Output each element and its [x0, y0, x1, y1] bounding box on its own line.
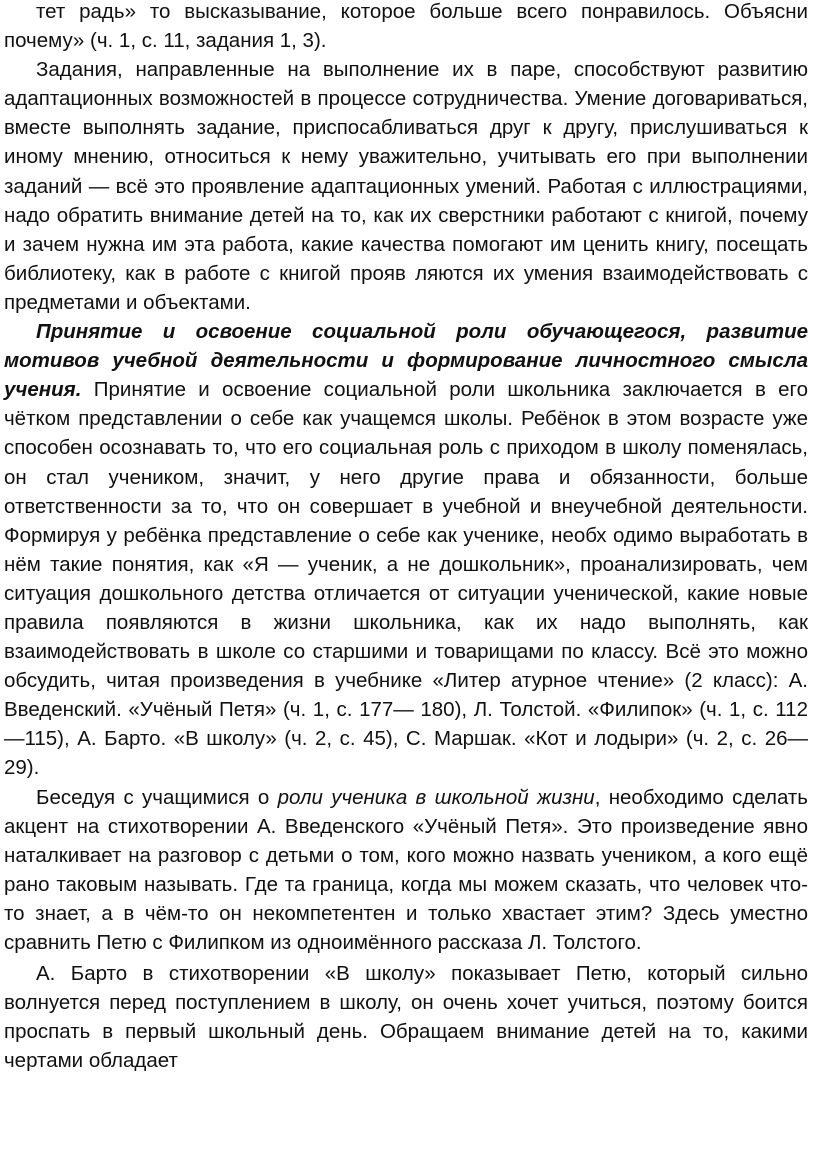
paragraph-1-text: тет радь» то высказывание, которое больше всего понравилось. Объясни почему» (ч. 1, с. 11, задания 1, 3). [4, 0, 808, 53]
paragraph-4-after: , необходимо сделать акцент на стихотворении А. Введенского «Учёный Петя». Это произведение явно наталкивает на разговор с детьми о том, кого можно назвать учеником, а кого ещё рано таковым называть. Где та граница, когда мы можем сказать, что человек что-то знает, а в чём-то он некомпетентен и только хвастает этим? Здесь уместно сравнить Петю с Филипком из одноимённого рассказа Л. Толстого. [4, 785, 808, 954]
paragraph-2 [4, 55, 808, 317]
paragraph-3-text: Принятие и освоение социальной роли школьника заключается в его чётком представлении о себе как учащемся школы. Ребёнок в этом возрасте уже способен осознавать то, что его социальная роль с приходом в школу поменялась, он стал учеником, значит, у него другие права и обязанности, больше ответственности за то, что он совершает в учебной и внеучебной деятельности. Формируя у ребёнка представление о себе как ученике, необх одимо выработать в нём такие понятия, как «Я — ученик, а не дошкольник», проанализировать, чем ситуация дошкольного детства отличается от ситуации ученической, какие новые правила появляются в жизни школьника, как их надо выполнять, как взаимодействовать в школе со старшими и товарищами по классу. Всё это можно обсудить, читая произведения в учебнике «Литер атурное чтение» (2 класс): А. Введенский. «Учёный Петя» (ч. 1, с. 177— 180), Л. Толстой. «Филипок» (ч. 1, с. 112—115), А. Барто. «В школу» (ч. 2, с. 45), С. Маршак. «Кот и лодыри» (ч. 2, с. 26—29). [4, 378, 808, 780]
section-heading: Принятие и освоение социальной роли обучающегося, развитие мотивов учебной деятельности и формирование личностного смысла учения. [4, 320, 808, 402]
paragraph-4 [4, 783, 808, 958]
paragraph-4-before: Беседуя с учащимися о [36, 785, 278, 809]
paragraph-5-text: А. Барто в стихотворении «В школу» показывает Петю, который сильно волнуется перед поступлением в школу, он очень хочет учиться, поэтому боится проспать в первый школьный день. Обращаем внимание детей на то, какими чертами обладает [4, 962, 808, 1073]
paragraph-5 [4, 959, 808, 1075]
paragraph-1 [4, 0, 808, 55]
paragraph-3 [4, 317, 808, 783]
paragraph-4-emphasis: роли ученика в школьной жизни [277, 785, 595, 809]
paragraph-2-text: Задания, направленные на выполнение их в паре, способствуют развитию адаптационных возможностей в процессе сотрудничества. Умение договариваться, вместе выполнять задание, приспосабливаться друг к другу, прислушиваться к иному мнению, относиться к нему уважительно, учитывать его при выполнении заданий — всё это проявление адаптационных умений. Работая с иллюстрациями, надо обратить внимание детей на то, как их сверстники работают с книгой, почему и зачем нужна им эта работа, какие качества помогают им ценить книгу, посещать библиотеку, как в работе с книгой прояв ляются их умения взаимодействовать с предметами и объектами. [4, 58, 808, 314]
